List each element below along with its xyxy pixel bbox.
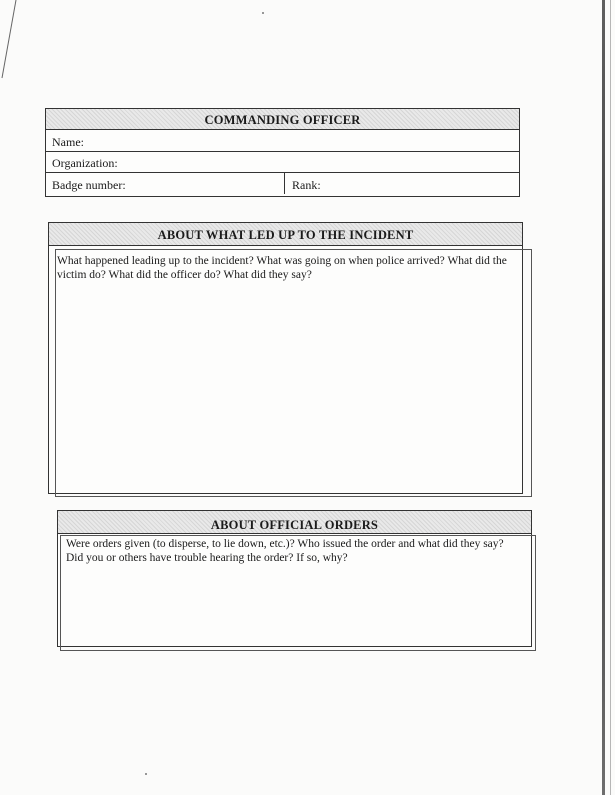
scan-artifact-line — [0, 0, 20, 80]
incident-answer-area[interactable] — [55, 249, 532, 497]
incident-title: ABOUT WHAT LED UP TO THE INCIDENT — [157, 228, 414, 242]
commanding-officer-title: COMMANDING OFFICER — [204, 113, 361, 127]
scan-speck — [262, 12, 264, 14]
incident-header — [49, 223, 522, 246]
orders-prompt: Were orders given (to disperse, to lie down, etc.)? Who issued the order and what did they say? Did you or others have trouble hearing the order? If so, why? — [66, 538, 504, 564]
organization-label: Organization: — [52, 156, 118, 170]
rank-label: Rank: — [292, 178, 321, 192]
incident-section — [48, 222, 523, 494]
commanding-officer-header — [46, 109, 519, 130]
name-field[interactable] — [46, 131, 519, 152]
commanding-officer-section — [45, 108, 520, 197]
incident-prompt: What happened leading up to the incident? What was going on when police arrived? What did the victim do? What did the officer do? What did they say? — [57, 255, 507, 281]
organization-field[interactable] — [46, 152, 519, 173]
badge-number-label: Badge number: — [52, 178, 126, 192]
scan-edge — [602, 0, 605, 795]
scan-edge-faint — [610, 0, 611, 795]
badge-rank-divider — [284, 173, 285, 194]
orders-section — [57, 510, 532, 647]
orders-header — [58, 511, 531, 534]
scan-speck — [145, 773, 147, 775]
rank-field[interactable] — [286, 173, 519, 194]
orders-title: ABOUT OFFICIAL ORDERS — [210, 518, 379, 532]
name-label: Name: — [52, 135, 84, 149]
